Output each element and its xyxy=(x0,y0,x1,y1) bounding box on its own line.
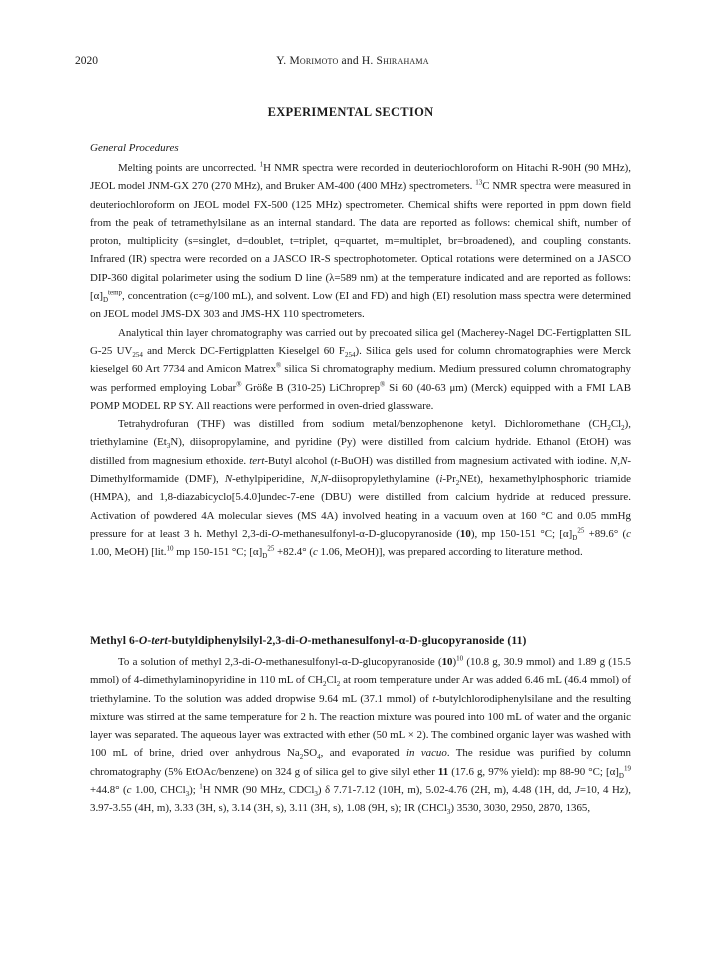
general-procedures-body xyxy=(90,159,631,562)
running-head-authors: Y. Morimoto and H. Shirahama xyxy=(276,55,429,67)
procedure-body xyxy=(90,653,631,818)
compound-heading: Methyl 6-O-tert-butyldiphenylsilyl-2,3-di-O-methanesulfonyl-α-D-glucopyranoside (11) xyxy=(90,634,527,647)
paragraph-procedure: To a solution of methyl 2,3-di-O-methanesulfonyl-α-D-glucopyranoside $(10)^{10}$ (10.8 g, 30.9 mmol) and 1.89 g (15.5 mmol) of 4-dimethylaminopyridine in 110 mL of $CH_2Cl_2$ at room temperature under Ar was added 6.46 mL (46.4 mmol) of triethylamine. To the solution was added dropwise 9.64 mL (37.1 mmol) of t-butylchlorodiphenylsilane and the resulting mixture was stirred at the same temperature for 2 h. The reaction mixture was poured into 100 mL of water and the organic layer was separated. The aqueous layer was extracted with ether (50 mL × 2). The combined organic layer was washed with 100 mL of brine, dried over anhydrous $Na_2SO_4$, and evaporated in vacuo. The residue was purified by column chromatography (5% EtOAc/benzene) on 324 g of silica gel to give silyl ether 11 (17.6 g, 97% yield): mp 88-90 °C; $[\alpha]_D^{19} +44.8^\circ$ (c 1.00, CHCl$_3$); $^1$H NMR (90 MHz, CDCl$_3$) δ 7.71-7.12 (10H, m), 5.02-4.76 (2H, m), 4.48 (1H, dd, J=10, 4 Hz), 3.97-3.55 (4H, m), 3.33 (3H, s), 3.14 (3H, s), 3.11 (3H, s), 1.08 (9H, s); IR (CHCl$_3$) 3530, 3030, 2950, 2870, 1365, xyxy=(90,654,631,817)
paragraph-instrumentation: Melting points are uncorrected. $^1$H NMR spectra were recorded in deuteriochloroform on Hitachi R-90H (90 MHz), JEOL model JNM-GX 270 (270 MHz), and Bruker AM-400 (400 MHz) spectrometers. $^{13}$C NMR spectra were measured in deuteriochloroform on JEOL model FX-500 (125 MHz) spectrometer. Chemical shifts were reported in ppm down field from the peak of tetramethylsilane as an internal standard. The data are reported as follows: chemical shift, number of proton, multiplicity (s=singlet, d=doublet, t=triplet, q=quartet, m=multiplet, br=broadened), and coupling constants. Infrared (IR) spectra were recorded on a JASCO IR-S spectrophotometer. Optical rotations were determined on a JASCO DIP-360 digital polarimeter using the sodium D line (λ=589 nm) at the temperature indicated and are reported as follows: $[\alpha]_D^{temp}$, concentration (c=g/100 mL), and solvent. Low (EI and FD) and high (EI) resolution mass spectra were determined on JEOL model JMS-DX 303 and JMS-HX 110 spectrometers. xyxy=(90,160,631,321)
subsection-heading: General Procedures xyxy=(90,142,179,154)
paragraph-solvents: Tetrahydrofuran (THF) was distilled from sodium metal/benzophenone ketyl. Dichloromethane $(CH_2Cl_2)$, triethylamine $(Et_3N)$, diisopropylamine, and pyridine (Py) were distilled from calcium hydride. Ethanol (EtOH) was distilled from magnesium ethoxide. tert-Butyl alcohol (t-BuOH) was distilled from magnesium activated with iodine. N,N-Dimethylformamide (DMF), N-ethylpiperidine, N,N-diisopropylethylamine $(i-Pr_2NEt)$, hexamethylphosphoric triamide (HMPA), and 1,8-diazabicyclo[5.4.0]undec-7-ene (DBU) were distilled from calcium hydride at reduced pressure. Activation of powdered 4A molecular sieves (MS 4A) involved heating in a vacuum oven at 160 °C and 0.05 mmHg pressure for at least 3 h. Methyl 2,3-di-O-methanesulfonyl-α-D-glucopyranoside (10), mp 150-151 °C; $[\alpha]_D^{25} +89.6^\circ$ (c 1.00, MeOH) [lit.$^{10}$ mp 150-151 °C; $[\alpha]_D^{25} +82.4^\circ$ (c 1.06, MeOH)], was prepared according to literature method. xyxy=(90,418,631,561)
paragraph-chromatography: Analytical thin layer chromatography was carried out by precoated silica gel (Macherey-Nagel DC-Fertigplatten SIL G-25 $UV_{254}$ and Merck DC-Fertigplatten Kieselgel 60 $F_{254}$). Silica gels used for column chromatographies were Merck kieselgel 60 Art 7734 and Amicon Matrex® silica Si chromatography medium. Medium pressured column chromatography was performed employing Lobar® Größe B (310-25) LiChroprep® Si 60 (40-63 μm) (Merck) equipped with a FMI LAB POMP MODEL RP SY. All reactions were performed in oven-dried glassware. xyxy=(90,326,631,412)
running-head xyxy=(75,55,630,71)
section-title: EXPERIMENTAL SECTION xyxy=(267,105,434,119)
page-number: 2020 xyxy=(75,55,98,67)
